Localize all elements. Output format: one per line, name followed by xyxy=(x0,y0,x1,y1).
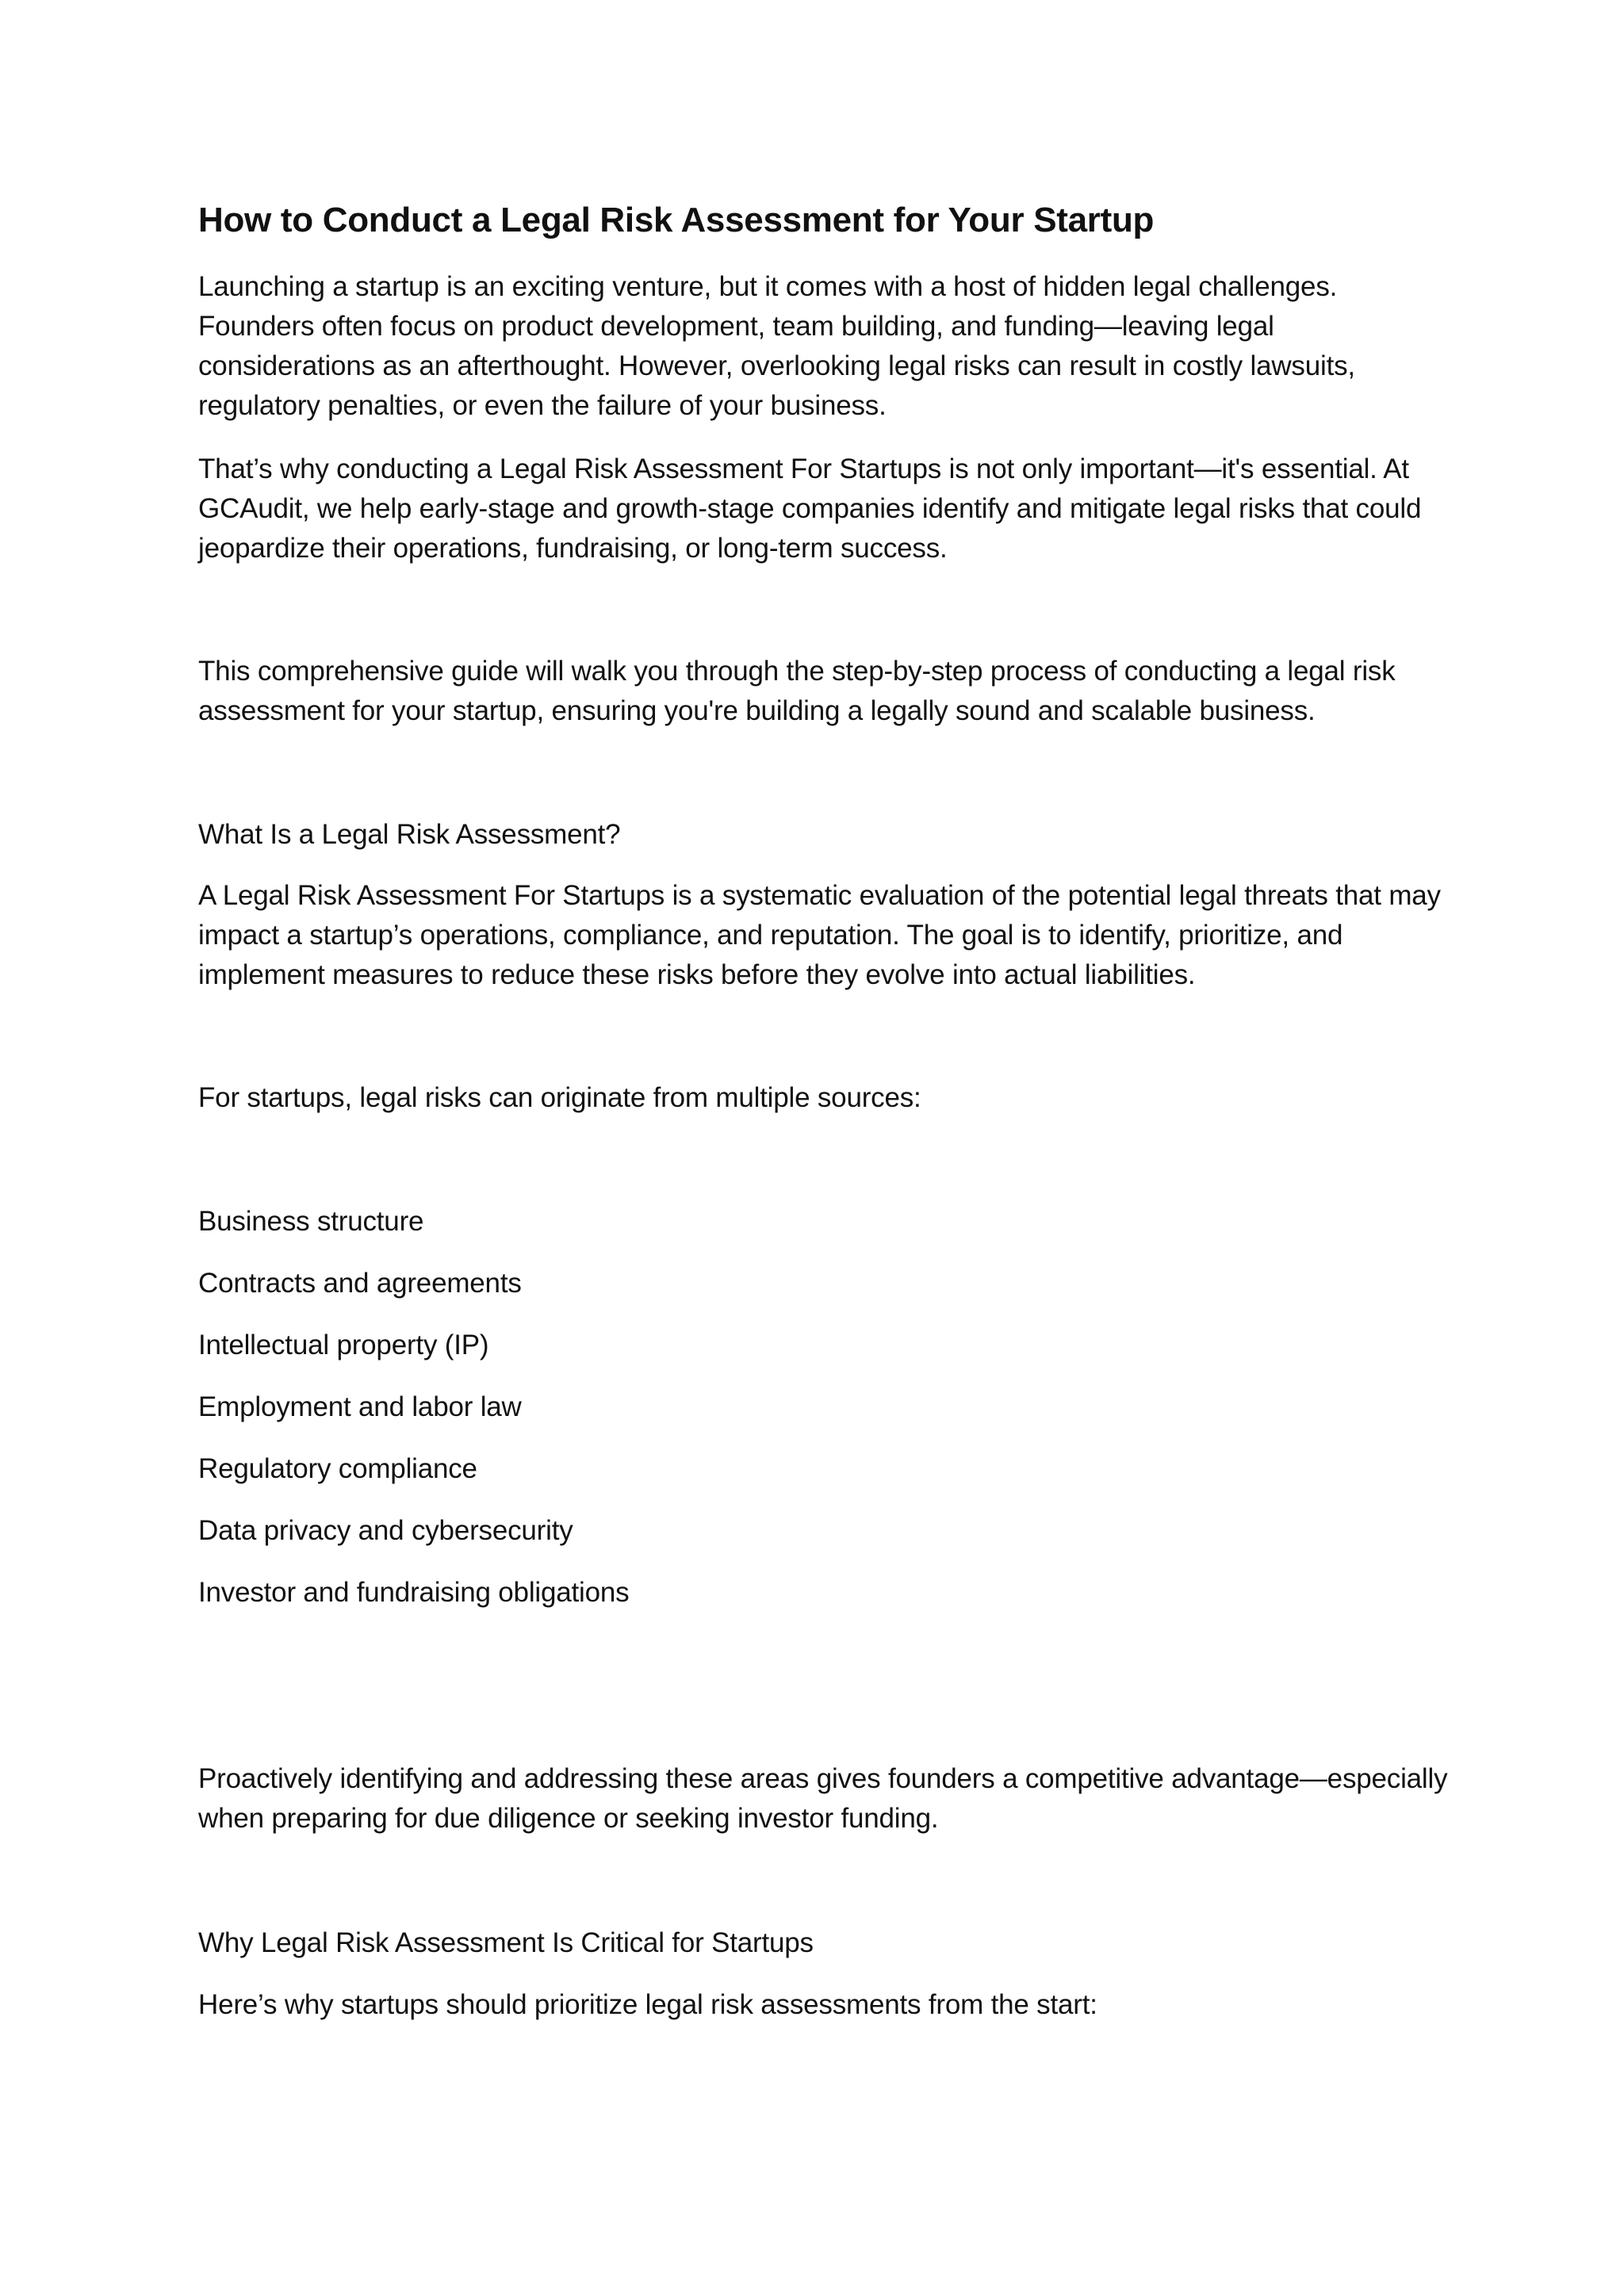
section-1-paragraph-3: Proactively identifying and addressing these areas gives founders a competitive advantage—especially when preparing for due diligence or seeking investor funding. xyxy=(198,1763,1448,1834)
list-item: Employment and labor law xyxy=(198,1391,522,1422)
document-title: How to Conduct a Legal Risk Assessment for Your Startup xyxy=(198,201,1155,239)
list-item: Contracts and agreements xyxy=(198,1268,522,1299)
section-1-paragraph-1: A Legal Risk Assessment For Startups is a systematic evaluation of the potential legal threats that may impact a startup’s operations, compliance, and reputation. The goal is to identify, prioritize, and implement measures to reduce these risks before they evolve into actual liabilities. xyxy=(198,880,1441,990)
section-1-paragraph-2: For startups, legal risks can originate from multiple sources: xyxy=(198,1082,921,1113)
section-2-paragraph-1: Here’s why startups should prioritize legal risk assessments from the start: xyxy=(198,1989,1097,2020)
list-item: Business structure xyxy=(198,1206,424,1237)
list-item: Data privacy and cybersecurity xyxy=(198,1515,573,1546)
list-item: Intellectual property (IP) xyxy=(198,1330,489,1360)
intro-paragraph-3: This comprehensive guide will walk you through the step-by-step process of conducting a legal risk assessment for your startup, ensuring you're building a legally sound and scalable business. xyxy=(198,656,1396,726)
intro-paragraph-2: That’s why conducting a Legal Risk Assessment For Startups is not only important—it's essential. At GCAudit, we help early-stage and growth-stage companies identify and mitigate legal risks that could jeopardize their operations, fundraising, or long-term success. xyxy=(198,453,1422,564)
list-item: Investor and fundraising obligations xyxy=(198,1577,630,1608)
list-item: Regulatory compliance xyxy=(198,1453,477,1484)
section-heading-why-critical: Why Legal Risk Assessment Is Critical for Startups xyxy=(198,1927,814,1958)
intro-paragraph-1: Launching a startup is an exciting venture, but it comes with a host of hidden legal challenges. Founders often focus on product development, team building, and funding—leaving legal considerations as an afterthought. However, overlooking legal risks can result in costly lawsuits, regulatory penalties, or even the failure of your business. xyxy=(198,271,1355,421)
section-heading-what-is: What Is a Legal Risk Assessment? xyxy=(198,819,621,850)
